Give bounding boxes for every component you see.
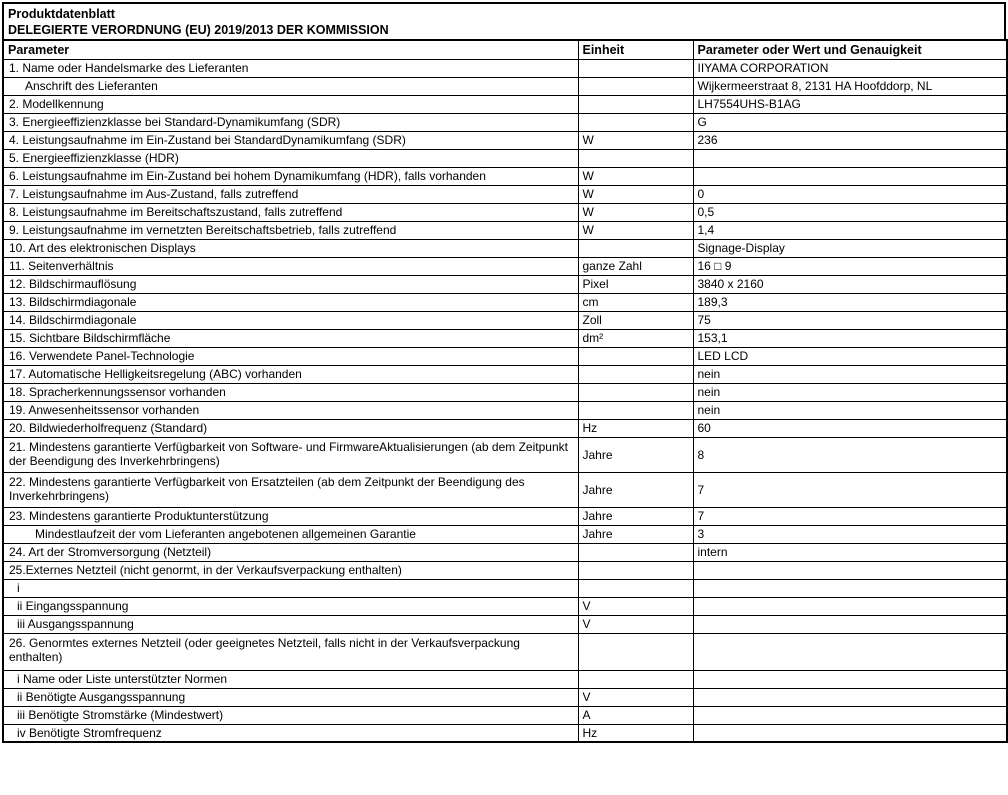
table-row — [3, 525, 1007, 543]
param-cell: 21. Mindestens garantierte Verfügbarkeit von Software- und FirmwareAktualisierungen (ab dem Zeitpunkt der Beendigung des Inverkehrbringens) — [3, 437, 578, 472]
unit-cell: W — [578, 167, 693, 185]
param-cell: 3. Energieeffizienzklasse bei Standard-Dynamikumfang (SDR) — [3, 113, 578, 131]
table-row — [3, 149, 1007, 167]
table-row — [3, 688, 1007, 706]
unit-cell — [578, 95, 693, 113]
value-cell — [693, 724, 1007, 742]
param-cell: 4. Leistungsaufnahme im Ein-Zustand bei StandardDynamikumfang (SDR) — [3, 131, 578, 149]
unit-cell — [578, 347, 693, 365]
unit-cell: cm — [578, 293, 693, 311]
param-cell: 14. Bildschirmdiagonale — [3, 311, 578, 329]
value-cell: nein — [693, 383, 1007, 401]
table-row — [3, 203, 1007, 221]
param-cell: 19. Anwesenheitssensor vorhanden — [3, 401, 578, 419]
param-cell: 8. Leistungsaufnahme im Bereitschaftszustand, falls zutreffend — [3, 203, 578, 221]
value-cell: 0 — [693, 185, 1007, 203]
unit-cell — [578, 670, 693, 688]
value-cell — [693, 615, 1007, 633]
table-row — [3, 561, 1007, 579]
page-subtitle: DELEGIERTE VERORDNUNG (EU) 2019/2013 DER KOMMISSION — [8, 23, 389, 37]
table-row — [3, 401, 1007, 419]
table-row — [3, 472, 1007, 507]
table-body — [3, 59, 1007, 742]
param-cell: 2. Modellkennung — [3, 95, 578, 113]
value-cell — [693, 167, 1007, 185]
param-cell: iii Ausgangsspannung — [3, 615, 578, 633]
table-row — [3, 257, 1007, 275]
table-row — [3, 543, 1007, 561]
table-row — [3, 311, 1007, 329]
value-cell: 7 — [693, 472, 1007, 507]
page-title: Produktdatenblatt — [8, 7, 115, 21]
unit-cell — [578, 579, 693, 597]
value-cell — [693, 688, 1007, 706]
unit-cell — [578, 149, 693, 167]
param-cell: iii Benötigte Stromstärke (Mindestwert) — [3, 706, 578, 724]
param-cell: 1. Name oder Handelsmarke des Lieferanten — [3, 59, 578, 77]
table-row — [3, 437, 1007, 472]
value-cell: 153,1 — [693, 329, 1007, 347]
unit-cell: W — [578, 203, 693, 221]
param-cell: 24. Art der Stromversorgung (Netzteil) — [3, 543, 578, 561]
value-cell: 1,4 — [693, 221, 1007, 239]
value-cell: G — [693, 113, 1007, 131]
value-cell: 0,5 — [693, 203, 1007, 221]
param-cell: 15. Sichtbare Bildschirmfläche — [3, 329, 578, 347]
unit-cell: Jahre — [578, 507, 693, 525]
table-row — [3, 597, 1007, 615]
param-cell: 11. Seitenverhältnis — [3, 257, 578, 275]
unit-cell: Pixel — [578, 275, 693, 293]
value-cell: 3840 x 2160 — [693, 275, 1007, 293]
unit-cell — [578, 633, 693, 670]
unit-cell — [578, 113, 693, 131]
param-cell: i — [3, 579, 578, 597]
unit-cell: Jahre — [578, 472, 693, 507]
table-row — [3, 239, 1007, 257]
unit-cell: V — [578, 615, 693, 633]
table-header-row — [3, 40, 1007, 59]
table-row — [3, 633, 1007, 670]
value-cell: 189,3 — [693, 293, 1007, 311]
unit-cell — [578, 561, 693, 579]
unit-cell — [578, 365, 693, 383]
table-row — [3, 293, 1007, 311]
table-row — [3, 615, 1007, 633]
unit-cell — [578, 383, 693, 401]
param-cell: 25.Externes Netzteil (nicht genormt, in der Verkaufsverpackung enthalten) — [3, 561, 578, 579]
param-cell: ii Benötigte Ausgangsspannung — [3, 688, 578, 706]
table-row — [3, 347, 1007, 365]
table-row — [3, 59, 1007, 77]
unit-cell: W — [578, 131, 693, 149]
value-cell: nein — [693, 401, 1007, 419]
value-cell: LH7554UHS-B1AG — [693, 95, 1007, 113]
table-row — [3, 185, 1007, 203]
value-cell — [693, 597, 1007, 615]
value-cell: Signage-Display — [693, 239, 1007, 257]
param-cell: 5. Energieeffizienzklasse (HDR) — [3, 149, 578, 167]
value-cell: intern — [693, 543, 1007, 561]
param-cell: 10. Art des elektronischen Displays — [3, 239, 578, 257]
param-cell: 23. Mindestens garantierte Produktunterstützung — [3, 507, 578, 525]
header-wert: Parameter oder Wert und Genauigkeit — [693, 40, 1007, 59]
value-cell — [693, 633, 1007, 670]
product-datasheet — [2, 2, 1006, 743]
unit-cell: Jahre — [578, 437, 693, 472]
unit-cell — [578, 59, 693, 77]
table-row — [3, 77, 1007, 95]
unit-cell: W — [578, 185, 693, 203]
table-row — [3, 724, 1007, 742]
value-cell — [693, 670, 1007, 688]
value-cell: 7 — [693, 507, 1007, 525]
param-cell: i Name oder Liste unterstützter Normen — [3, 670, 578, 688]
param-cell: 13. Bildschirmdiagonale — [3, 293, 578, 311]
param-cell: iv Benötigte Stromfrequenz — [3, 724, 578, 742]
value-cell: 3 — [693, 525, 1007, 543]
param-cell: 17. Automatische Helligkeitsregelung (ABC) vorhanden — [3, 365, 578, 383]
unit-cell: Zoll — [578, 311, 693, 329]
param-cell: 9. Leistungsaufnahme im vernetzten Bereitschaftsbetrieb, falls zutreffend — [3, 221, 578, 239]
value-cell: LED LCD — [693, 347, 1007, 365]
value-cell: IIYAMA CORPORATION — [693, 59, 1007, 77]
value-cell: 75 — [693, 311, 1007, 329]
unit-cell: A — [578, 706, 693, 724]
table-row — [3, 365, 1007, 383]
value-cell — [693, 706, 1007, 724]
value-cell: 16 □ 9 — [693, 257, 1007, 275]
value-cell: 236 — [693, 131, 1007, 149]
datasheet-title-block — [2, 2, 1006, 39]
table-row — [3, 131, 1007, 149]
table-row — [3, 383, 1007, 401]
unit-cell: Hz — [578, 419, 693, 437]
table-row — [3, 706, 1007, 724]
value-cell — [693, 149, 1007, 167]
unit-cell — [578, 239, 693, 257]
table-row — [3, 221, 1007, 239]
value-cell — [693, 579, 1007, 597]
header-einheit: Einheit — [578, 40, 693, 59]
unit-cell — [578, 77, 693, 95]
param-cell: 26. Genormtes externes Netzteil (oder geeignetes Netzteil, falls nicht in der Verkaufsverpackung enthalten) — [3, 633, 578, 670]
table-row — [3, 579, 1007, 597]
param-cell: 22. Mindestens garantierte Verfügbarkeit von Ersatzteilen (ab dem Zeitpunkt der Beendigung des Inverkehrbringens) — [3, 472, 578, 507]
param-cell: Anschrift des Lieferanten — [3, 77, 578, 95]
param-cell: Mindestlaufzeit der vom Lieferanten angebotenen allgemeinen Garantie — [3, 525, 578, 543]
value-cell: Wijkermeerstraat 8, 2131 HA Hoofddorp, NL — [693, 77, 1007, 95]
param-cell: 7. Leistungsaufnahme im Aus-Zustand, falls zutreffend — [3, 185, 578, 203]
value-cell: 60 — [693, 419, 1007, 437]
param-cell: 12. Bildschirmauflösung — [3, 275, 578, 293]
unit-cell: dm² — [578, 329, 693, 347]
param-cell: 20. Bildwiederholfrequenz (Standard) — [3, 419, 578, 437]
unit-cell: W — [578, 221, 693, 239]
value-cell: 8 — [693, 437, 1007, 472]
table-row — [3, 167, 1007, 185]
table-row — [3, 95, 1007, 113]
unit-cell: V — [578, 688, 693, 706]
param-cell: ii Eingangsspannung — [3, 597, 578, 615]
unit-cell: ganze Zahl — [578, 257, 693, 275]
product-datasheet-table — [2, 39, 1008, 743]
table-row — [3, 419, 1007, 437]
table-row — [3, 329, 1007, 347]
header-parameter: Parameter — [3, 40, 578, 59]
param-cell: 18. Spracherkennungssensor vorhanden — [3, 383, 578, 401]
table-row — [3, 507, 1007, 525]
unit-cell — [578, 543, 693, 561]
table-row — [3, 670, 1007, 688]
param-cell: 6. Leistungsaufnahme im Ein-Zustand bei hohem Dynamikumfang (HDR), falls vorhanden — [3, 167, 578, 185]
table-row — [3, 275, 1007, 293]
unit-cell: Hz — [578, 724, 693, 742]
unit-cell: Jahre — [578, 525, 693, 543]
value-cell — [693, 561, 1007, 579]
param-cell: 16. Verwendete Panel-Technologie — [3, 347, 578, 365]
unit-cell: V — [578, 597, 693, 615]
table-row — [3, 113, 1007, 131]
unit-cell — [578, 401, 693, 419]
value-cell: nein — [693, 365, 1007, 383]
